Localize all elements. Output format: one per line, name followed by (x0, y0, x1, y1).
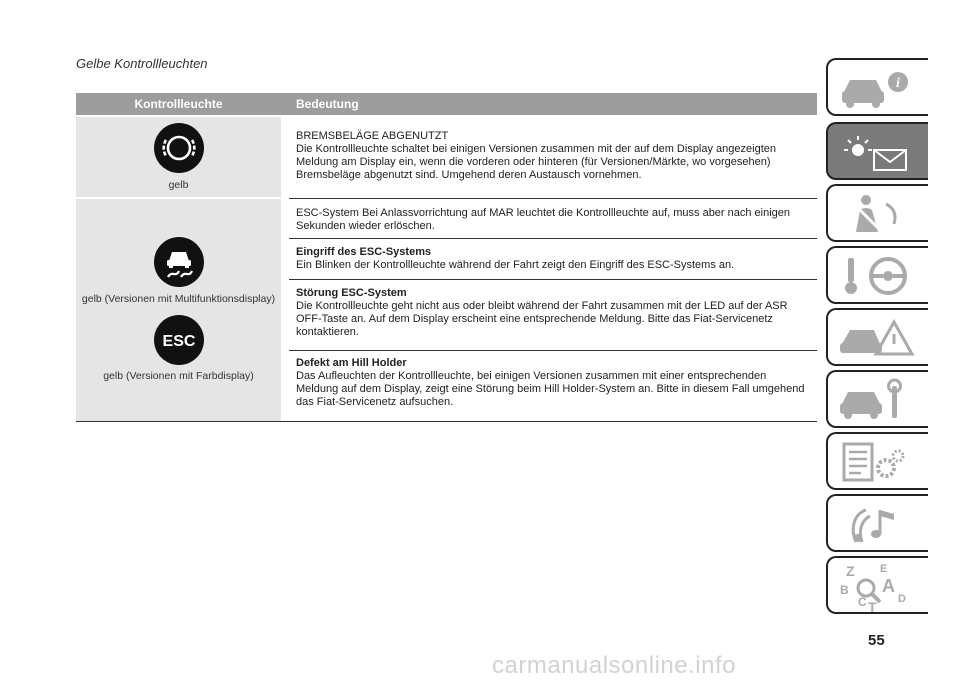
meaning-text: Ein Blinken der Kontrollleuchte während der Fahrt zeigt den Eingriff des ESC-Systems an. (296, 259, 735, 271)
watermark: carmanualsonline.info (492, 652, 736, 679)
tab-starting-driving[interactable] (826, 246, 928, 304)
row-separator (289, 350, 817, 351)
tab-multimedia[interactable] (826, 494, 928, 552)
car-info-icon (836, 64, 920, 112)
index-icon (836, 562, 920, 614)
meaning-text: Die Kontrollleuchte geht nicht aus oder bleibt während der Fahrt zusammen mit der LED auf der ASR OFF-Taste an. Auf dem Display erscheint eine entsprechende Meldung. Bitte das Fiat-Servicenetz kontaktieren. (296, 300, 788, 338)
table-header (76, 93, 817, 115)
column-header-meaning: Bedeutung (296, 97, 359, 111)
safety-seatbelt-icon (836, 190, 920, 238)
brake-pad-wear-icon (154, 123, 204, 173)
row-separator (289, 279, 817, 280)
page-number: 55 (868, 632, 885, 649)
meaning-subtitle: Eingriff des ESC-Systems (296, 246, 432, 258)
column-header-lamp: Kontrollleuchte (134, 97, 223, 111)
svg-text:i: i (896, 76, 900, 91)
tab-maintenance[interactable] (826, 370, 928, 428)
skidding-car-icon (154, 237, 204, 287)
meaning-text: Die Kontrollleuchte schaltet bei einigen Versionen zusammen mit der auf dem Display angezeigten Meldung am Display ein, wenn die vorderen oder hinteren (für Versionen/Märkte, wo vorgesehen) Bremsbeläge abgenutzt sind. Umgehend deren Austausch vornehmen. (296, 143, 776, 181)
index-letter: C (858, 595, 867, 609)
tab-warning-lights[interactable] (826, 122, 928, 180)
table-bottom-border (76, 421, 817, 422)
tab-technical-data[interactable] (826, 432, 928, 490)
lamp-color-label: gelb (168, 179, 189, 191)
lamp-color-label-multifunction: gelb (Versionen mit Multifunktionsdisplay) (81, 293, 276, 305)
meaning-subtitle: Defekt am Hill Holder (296, 357, 407, 369)
warning-light-message-icon (836, 128, 920, 176)
multimedia-icon (836, 500, 920, 548)
technical-data-icon (836, 438, 920, 486)
index-letter: E (880, 563, 888, 575)
index-letter: Z (846, 563, 855, 579)
row-separator (289, 238, 817, 239)
tab-emergency[interactable] (826, 308, 928, 366)
emergency-car-icon (836, 314, 920, 362)
car-maintenance-icon (836, 376, 920, 424)
esc-icon (154, 315, 204, 365)
index-letter: T (868, 599, 877, 614)
row-separator (289, 198, 817, 199)
lamp-color-label-color-display: gelb (Versionen mit Farbdisplay) (103, 370, 254, 382)
meaning-esc-failure (296, 287, 811, 339)
meaning-text: Das Aufleuchten der Kontrollleuchte, bei einigen Versionen zusammen mit einer entsprechenden Meldung auf dem Display, zeigt eine Störung beim Hill Holder-System an. Bitte in diesem Fall umgehend das Fiat-Servicenetz aufsuchen. (296, 370, 805, 408)
meaning-title: BREMSBELÄGE ABGENUTZT (296, 130, 449, 142)
meaning-hill-holder (296, 357, 811, 409)
lamp-cell-brake-pads (76, 117, 281, 197)
tab-car-info[interactable] (826, 58, 928, 116)
lamp-cell-esc (76, 199, 281, 421)
section-title: Gelbe Kontrollleuchten (76, 56, 208, 71)
meaning-subtitle: Störung ESC-System (296, 287, 407, 299)
meaning-brake-pads (296, 130, 811, 182)
meaning-esc-intervention (296, 246, 811, 272)
tab-index[interactable] (826, 556, 928, 614)
tab-safety[interactable] (826, 184, 928, 242)
esc-icon-text: ESC (162, 333, 196, 350)
index-letter: B (840, 583, 849, 597)
key-steering-wheel-icon (836, 252, 920, 300)
meaning-esc-intro: ESC-System Bei Anlassvorrichtung auf MAR leuchtet die Kontrollleuchte auf, muss aber nach einigen Sekunden wieder erlöschen. (296, 207, 791, 232)
index-letter: D (898, 593, 906, 605)
index-letter: A (882, 576, 895, 596)
